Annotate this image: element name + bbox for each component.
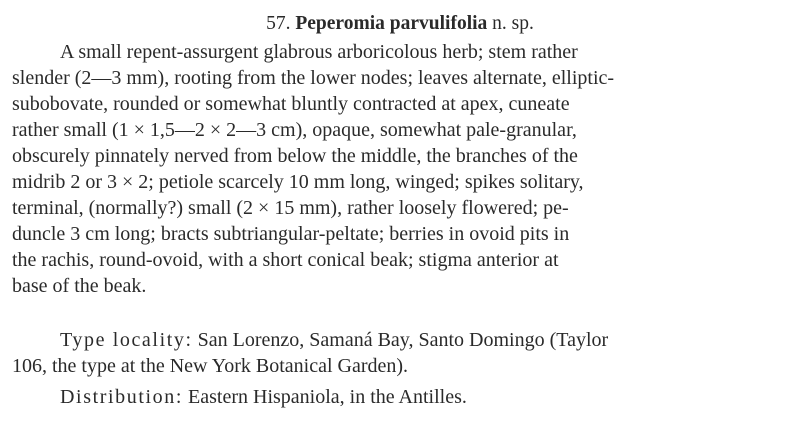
species-status: n. sp. [492,13,534,34]
distribution-text: Eastern Hispaniola, in the Antilles. [188,386,467,408]
description-line: terminal, (normally?) small (2 × 15 mm), rather loosely flowered; pe- [12,197,569,219]
species-heading [0,12,800,36]
description-line: midrib 2 or 3 × 2; petiole scarcely 10 mm long, winged; spikes solitary, [12,171,584,193]
description-line: duncle 3 cm long; bracts subtriangular-peltate; berries in ovoid pits in [12,223,570,245]
species-number: 57. [266,13,291,34]
type-locality-text: San Lorenzo, Samaná Bay, Santo Domingo (Taylor [197,329,609,351]
distribution-line [60,385,467,409]
type-locality-line: 106, the type at the New York Botanical Garden). [12,355,409,377]
description-line: slender (2—3 mm), rooting from the lower nodes; leaves alternate, elliptic- [12,67,615,89]
description-line: subobovate, rounded or somewhat bluntly contracted at apex, cuneate [12,93,570,115]
distribution-label: Distribution: [60,386,184,408]
type-locality-line [60,328,608,352]
description-line: obscurely pinnately nerved from below the middle, the branches of the [12,145,578,167]
type-locality-label: Type locality: [60,329,193,351]
description-line: A small repent-assurgent glabrous arboricolous herb; stem rather [60,41,578,63]
description-line: the rachis, round-ovoid, with a short conical beak; stigma anterior at [12,249,559,271]
description-line: rather small (1 × 1,5—2 × 2—3 cm), opaque, somewhat pale-granular, [12,119,577,141]
species-name: Peperomia parvulifolia [295,13,488,34]
description-line: base of the beak. [12,275,147,297]
